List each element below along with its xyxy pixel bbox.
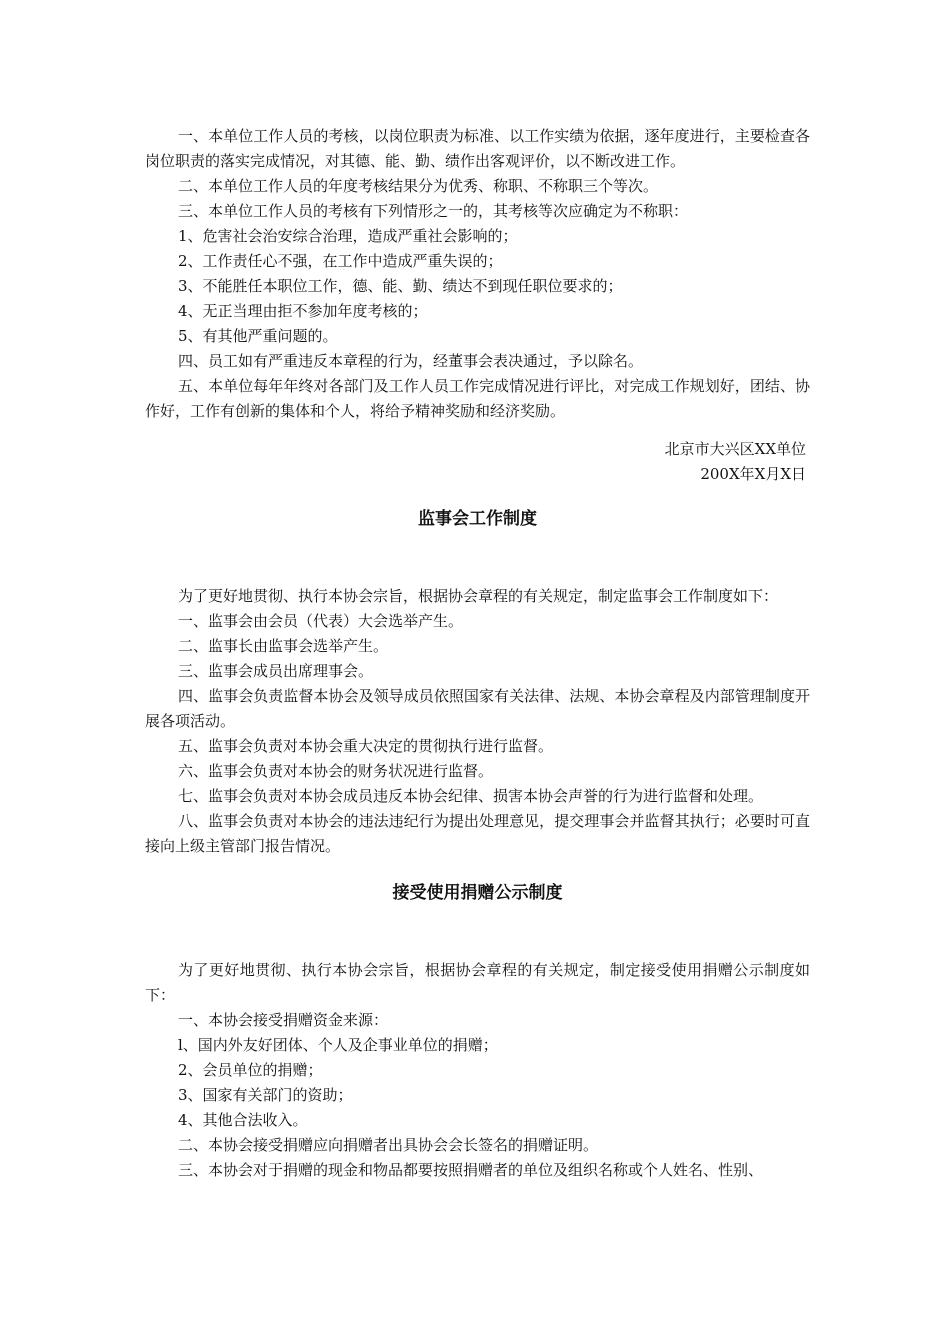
section-title: 监事会工作制度 [418,509,537,529]
paragraph: 七、监事会负责对本协会成员违反本协会纪律、损害本协会声誉的行为进行监督和处理。 [178,787,764,805]
list-item: 5、有其他严重问题的。 [178,327,338,345]
paragraph: 二、监事长由监事会选举产生。 [178,637,389,655]
paragraph: 二、本单位工作人员的年度考核结果分为优秀、称职、不称职三个等次。 [178,177,659,195]
paragraph: 三、本协会对于捐赠的现金和物品都要按照捐赠者的单位及组织名称或个人姓名、性别、 [178,1161,764,1179]
paragraph: 四、员工如有严重违反本章程的行为，经董事会表决通过，予以除名。 [178,352,644,370]
paragraph: 八、监事会负责对本协会的违法违纪行为提出处理意见，提交理事会并监督其执行；必要时可直接向上级主管部门报告情况。 [145,812,810,855]
paragraph: 三、本单位工作人员的考核有下列情形之一的，其考核等次应确定为不称职： [178,202,689,220]
section-donation-disclosure [145,881,810,1183]
paragraph: 五、本单位每年年终对各部门及工作人员工作完成情况进行评比，对完成工作规划好，团结、协作好，工作有创新的集体和个人，将给予精神奖励和经济奖励。 [145,377,810,420]
paragraph: 二、本协会接受捐赠应向捐赠者出具协会会长签名的捐赠证明。 [178,1136,599,1154]
list-item: 1、危害社会治安综合治理，造成严重社会影响的； [178,227,518,245]
paragraph: 一、本协会接受捐赠资金来源： [178,1011,389,1029]
paragraph: 五、监事会负责对本协会重大决定的贯彻执行进行监督。 [178,737,554,755]
list-item: 2、工作责任心不强，在工作中造成严重失误的； [178,252,503,270]
list-item: 3、国家有关部门的资助； [178,1086,353,1104]
paragraph: 六、监事会负责对本协会的财务状况进行监督。 [178,762,494,780]
list-item: 4、其他合法收入。 [178,1111,308,1129]
paragraph: 三、监事会成员出席理事会。 [178,662,374,680]
section-title: 接受使用捐赠公示制度 [392,883,563,903]
section-assessment [145,124,810,487]
paragraph: 一、监事会由会员（代表）大会选举产生。 [178,612,464,630]
paragraph: 四、监事会负责监督本协会及领导成员依照国家有关法律、法规、本协会章程及内部管理制度开展各项活动。 [145,687,810,730]
signature-block [145,437,810,487]
paragraph: 为了更好地贯彻、执行本协会宗旨，根据协会章程的有关规定，制定监事会工作制度如下： [178,587,779,605]
list-item: l、国内外友好团体、个人及企事业单位的捐赠； [178,1036,498,1054]
paragraph: 一、本单位工作人员的考核，以岗位职责为标准、以工作实绩为依据，逐年度进行，主要检查各岗位职责的落实完成情况，对其德、能、勤、绩作出客观评价，以不断改进工作。 [145,127,810,170]
list-item: 2、会员单位的捐赠； [178,1061,323,1079]
signature-org: 北京市大兴区XX单位 [664,440,806,458]
section-supervisory-board [145,507,810,859]
list-item: 3、不能胜任本职位工作，德、能、勤、绩达不到现任职位要求的； [178,277,623,295]
paragraph: 为了更好地贯彻、执行本协会宗旨，根据协会章程的有关规定，制定接受使用捐赠公示制度如下： [145,961,810,1004]
signature-date: 200X年X月X日 [700,465,806,483]
document-page [145,124,810,1183]
list-item: 4、无正当理由拒不参加年度考核的； [178,302,428,320]
